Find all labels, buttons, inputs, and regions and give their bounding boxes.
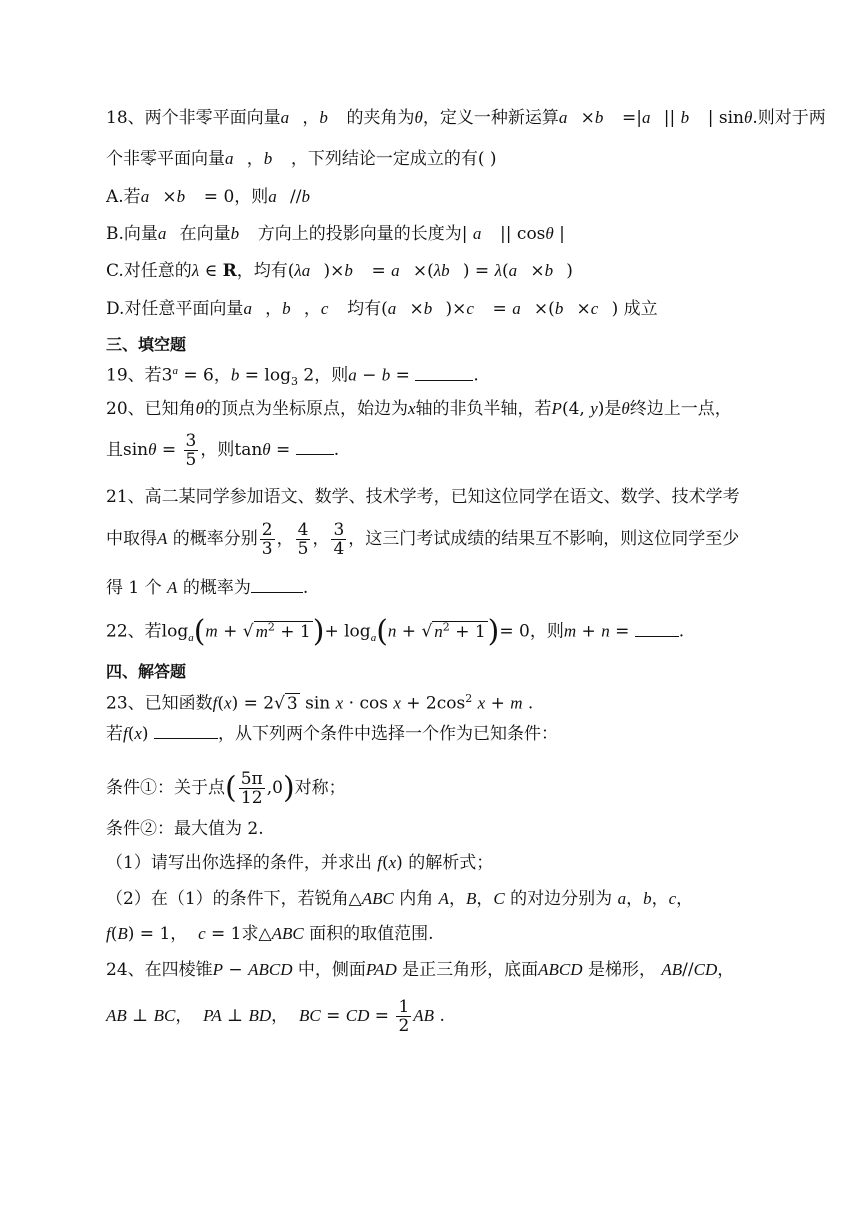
q23-line1: 23、已知函数f(x) = 2√ 3 $\sin x \cdot \cos x + 2\cos^2$ x + m . <box>106 692 534 714</box>
q23-condition-2: 条件②：最大值为 2. <box>106 819 264 839</box>
q19: 19、若$3^a = 6$，$b = \log_3 2$，则a − b = . <box>106 365 479 389</box>
q21-line1: 21、高二某同学参加语文、数学、技术学考，已知这位同学在语文、数学、技术学考 <box>106 487 740 507</box>
q21-line2: 中取得A 的概率分别 $\frac{2}{3}$ ， $\frac{4}{5}$ ， $\frac{3}{4}$ ，这三门考试成绩的结果互不影响，则这位同学至少 <box>106 520 740 559</box>
section-fill-in-title: 三、填空题 <box>106 335 187 354</box>
q23-line2: 若f(x) ，从下列两个条件中选择一个作为已知条件： <box>106 724 558 744</box>
q22: 22、若$\log_a(m$ + √ $m^2 + 1)+ \log_a(n$ + √ $n^2 + 1)= 0$，则m + n = . <box>106 614 685 650</box>
answer-blank[interactable] <box>635 622 679 637</box>
answer-blank[interactable] <box>251 578 303 593</box>
q21-line3: 得 1 个 A 的概率为 . <box>106 578 309 598</box>
q18-option-a: A.若a⃗×b⃗ = 0，则a⃗//b⃗ <box>106 187 324 207</box>
q18-option-d: D.对任意平面向量a⃗，b⃗，c⃗ 均有(a⃗×b⃗)×c⃗ = a⃗×(b⃗×c⃗) 成立 <box>106 299 658 319</box>
q23-part-2: （2）在（1）的条件下，若锐角△ABC 内角 A，B，C 的对边分别为 a，b，c， <box>106 889 694 909</box>
q18-line1: 18、两个非零平面向量a⃗，b⃗ 的夹角为θ，定义一种新运算a⃗×b⃗ =|a⃗|| b⃗ | sinθ.则对于两 <box>106 108 826 128</box>
fraction: $\frac{3}{5}$ <box>185 431 197 470</box>
q23-condition-1: 条件①：关于点( $\frac{5\pi}{12}$ ,0)对称； <box>106 769 346 808</box>
q20-line1: 20、已知角θ的顶点为坐标原点，始边为x轴的非负半轴，若P(4, y)是θ终边上一点， <box>106 399 732 419</box>
q23-part-2-cont: f(B) = 1， c = 1求△ABC 面积的取值范围. <box>106 924 434 944</box>
section-solve-title: 四、解答题 <box>106 662 187 681</box>
q24-line1: 24、在四棱锥P − ABCD 中，侧面PAD 是正三角形，底面ABCD 是梯形， AB//CD， <box>106 960 735 980</box>
q23-part-1: （1）请写出你选择的条件，并求出 f(x) 的解析式； <box>106 853 494 873</box>
q24-line2: AB ⊥ BC， PA ⊥ BD， BC = CD = $\frac{1}{2}$ AB . <box>106 997 445 1036</box>
answer-blank[interactable] <box>415 366 473 381</box>
answer-blank[interactable] <box>154 724 218 739</box>
q20-line2: 且sinθ = $\frac{3}{5}$ ，则tanθ = . <box>106 431 340 470</box>
q18-line2: 个非零平面向量a⃗，b⃗ ，下列结论一定成立的有( ) <box>106 149 497 169</box>
q18-option-b: B.向量a⃗在向量b⃗ 方向上的投影向量的长度为| a⃗ || cosθ | <box>106 224 565 244</box>
q18-option-c: C.对任意的λ ∈ R，均有(λa⃗)×b⃗ = a⃗×(λb⃗) = λ(a⃗×b⃗) <box>106 261 573 281</box>
answer-blank[interactable] <box>296 440 334 455</box>
